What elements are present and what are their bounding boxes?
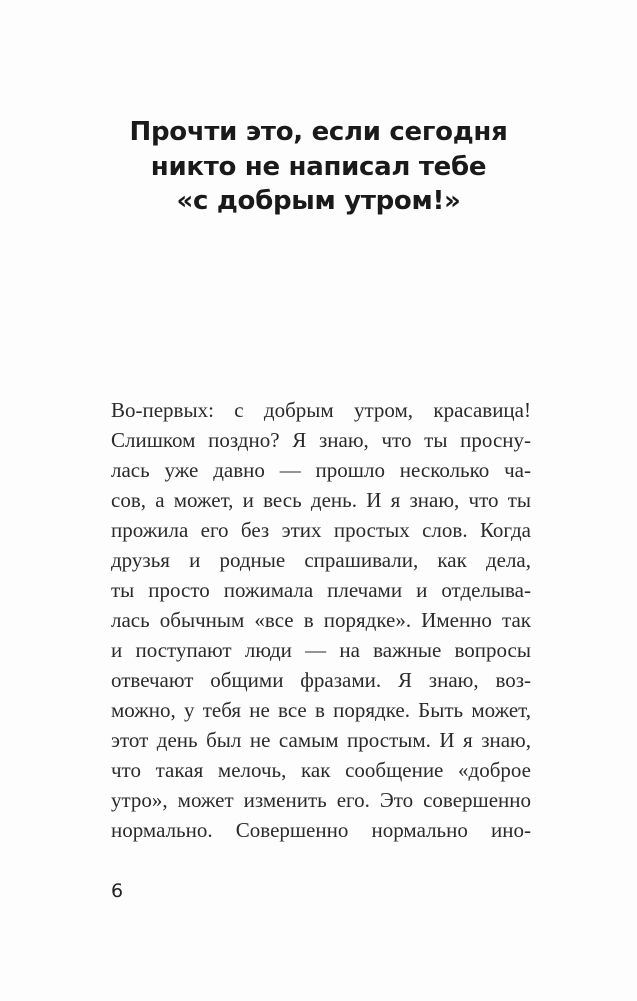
text-line: прожила его без этих простых слов. Когда: [111, 518, 531, 542]
chapter-title-line: никто не написал тебе: [150, 151, 487, 182]
text-line: и поступают люди — на важные вопросы: [111, 638, 531, 662]
body-text: [111, 395, 531, 845]
text-line: друзья и родные спрашивали, как дела,: [111, 548, 531, 572]
chapter-title-line: «с добрым утром!»: [176, 186, 461, 216]
page-number: 6: [111, 880, 124, 902]
text-line: нормально. Совершенно нормально ино-: [111, 818, 531, 842]
text-line: можно, у тебя не все в порядке. Быть может,: [111, 698, 531, 722]
text-line: этот день был не самым простым. И я знаю,: [111, 728, 531, 752]
text-line: что такая мелочь, как сообщение «доброе: [111, 758, 531, 782]
text-line: Во-первых: с добрым утром, красавица!: [111, 398, 531, 422]
chapter-title: [0, 115, 637, 219]
text-line: лась уже давно — прошло несколько ча-: [111, 458, 531, 482]
text-line: ты просто пожимала плечами и отделыва-: [111, 578, 531, 602]
text-line: отвечают общими фразами. Я знаю, воз-: [111, 668, 531, 692]
text-line: сов, а может, и весь день. И я знаю, что ты: [111, 488, 531, 512]
text-line: лась обычным «все в порядке». Именно так: [111, 608, 531, 632]
text-line: утро», может изменить его. Это совершенно: [111, 788, 531, 812]
chapter-title-line: Прочти это, если сегодня: [129, 117, 508, 147]
text-line: Слишком поздно? Я знаю, что ты просну-: [111, 428, 531, 452]
